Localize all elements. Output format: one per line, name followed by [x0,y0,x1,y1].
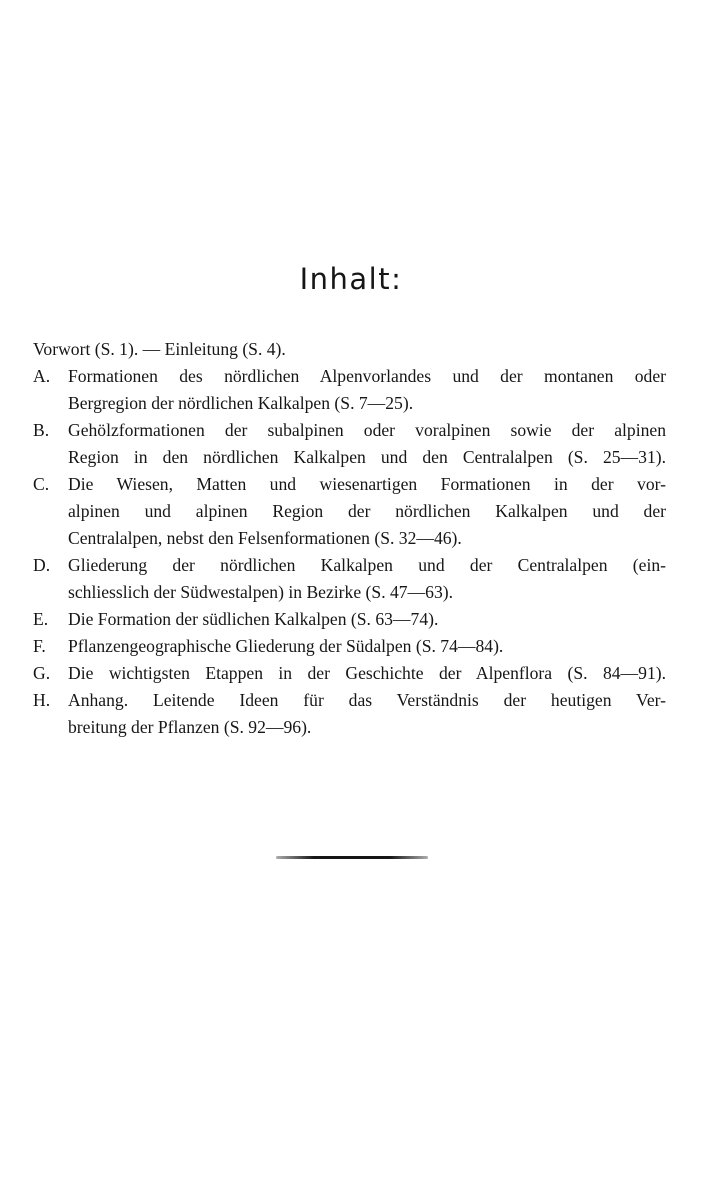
toc-entry-c-text-2: alpinen und alpinen Region der nördlichen Kalkalpen und der [68,501,666,521]
toc-entry-a-text-2: Bergregion der nördlichen Kalkalpen (S. 7—25). [68,393,414,413]
toc-entry-h-line-2 [33,714,666,741]
toc-entry-d-text-1: Gliederung der nördlichen Kalkalpen und der Centralalpen (ein- [68,555,666,575]
toc-entry-c-line-2 [33,498,666,525]
toc-entry-b-line-1 [33,417,666,444]
toc-entry-c-text-1: Die Wiesen, Matten und wiesenartigen Formationen in der vor- [68,474,666,494]
toc-entry-g-line-1 [33,660,666,687]
toc-preface-line [33,336,666,363]
toc-entry-e-line-1 [33,606,666,633]
toc-entry-a-line-2 [33,390,666,417]
toc-entry-g-letter: G. [33,663,51,683]
toc-entry-d-text-2: schliesslich der Südwestalpen) in Bezirke (S. 47—63). [68,582,454,602]
toc-entry-f-letter: F. [33,636,46,656]
toc-preface-text: Vorwort (S. 1). — Einleitung (S. 4). [33,339,286,359]
toc-entry-h-text-1: Anhang. Leitende Ideen für das Verständnis der heutigen Ver- [68,690,666,710]
toc-entry-a-letter: A. [33,366,51,386]
toc-entry-d-line-1 [33,552,666,579]
toc-entry-b-text-1: Gehölzformationen der subalpinen oder voralpinen sowie der alpinen [68,420,666,440]
toc-entry-h-text-2: breitung der Pflanzen (S. 92—96). [68,717,312,737]
toc-entry-b-text-2: Region in den nördlichen Kalkalpen und den Centralalpen (S. 25—31). [68,447,666,467]
toc-entry-c-line-3 [33,525,666,552]
toc-entry-c-text-3: Centralalpen, nebst den Felsenformationen (S. 32—46). [68,528,462,548]
toc-entry-a-line-1 [33,363,666,390]
toc-entry-e-text-1: Die Formation der südlichen Kalkalpen (S. 63—74). [68,609,439,629]
table-of-contents [33,336,666,741]
toc-entry-h-line-1 [33,687,666,714]
toc-entry-a-text-1: Formationen des nördlichen Alpenvorlandes und der montanen oder [68,366,666,386]
toc-entry-g-text-1: Die wichtigsten Etappen in der Geschichte der Alpenflora (S. 84—91). [68,663,666,683]
decorative-rule [276,856,428,859]
page-title: Inhalt: [299,262,403,296]
toc-entry-e-letter: E. [33,609,49,629]
toc-entry-d-line-2 [33,579,666,606]
toc-entry-c-letter: C. [33,474,50,494]
toc-entry-f-line-1 [33,633,666,660]
toc-entry-b-letter: B. [33,420,50,440]
toc-entry-c-line-1 [33,471,666,498]
toc-entry-h-letter: H. [33,690,51,710]
toc-entry-d-letter: D. [33,555,51,575]
toc-entry-f-text-1: Pflanzengeographische Gliederung der Südalpen (S. 74—84). [68,636,504,656]
toc-entry-b-line-2 [33,444,666,471]
